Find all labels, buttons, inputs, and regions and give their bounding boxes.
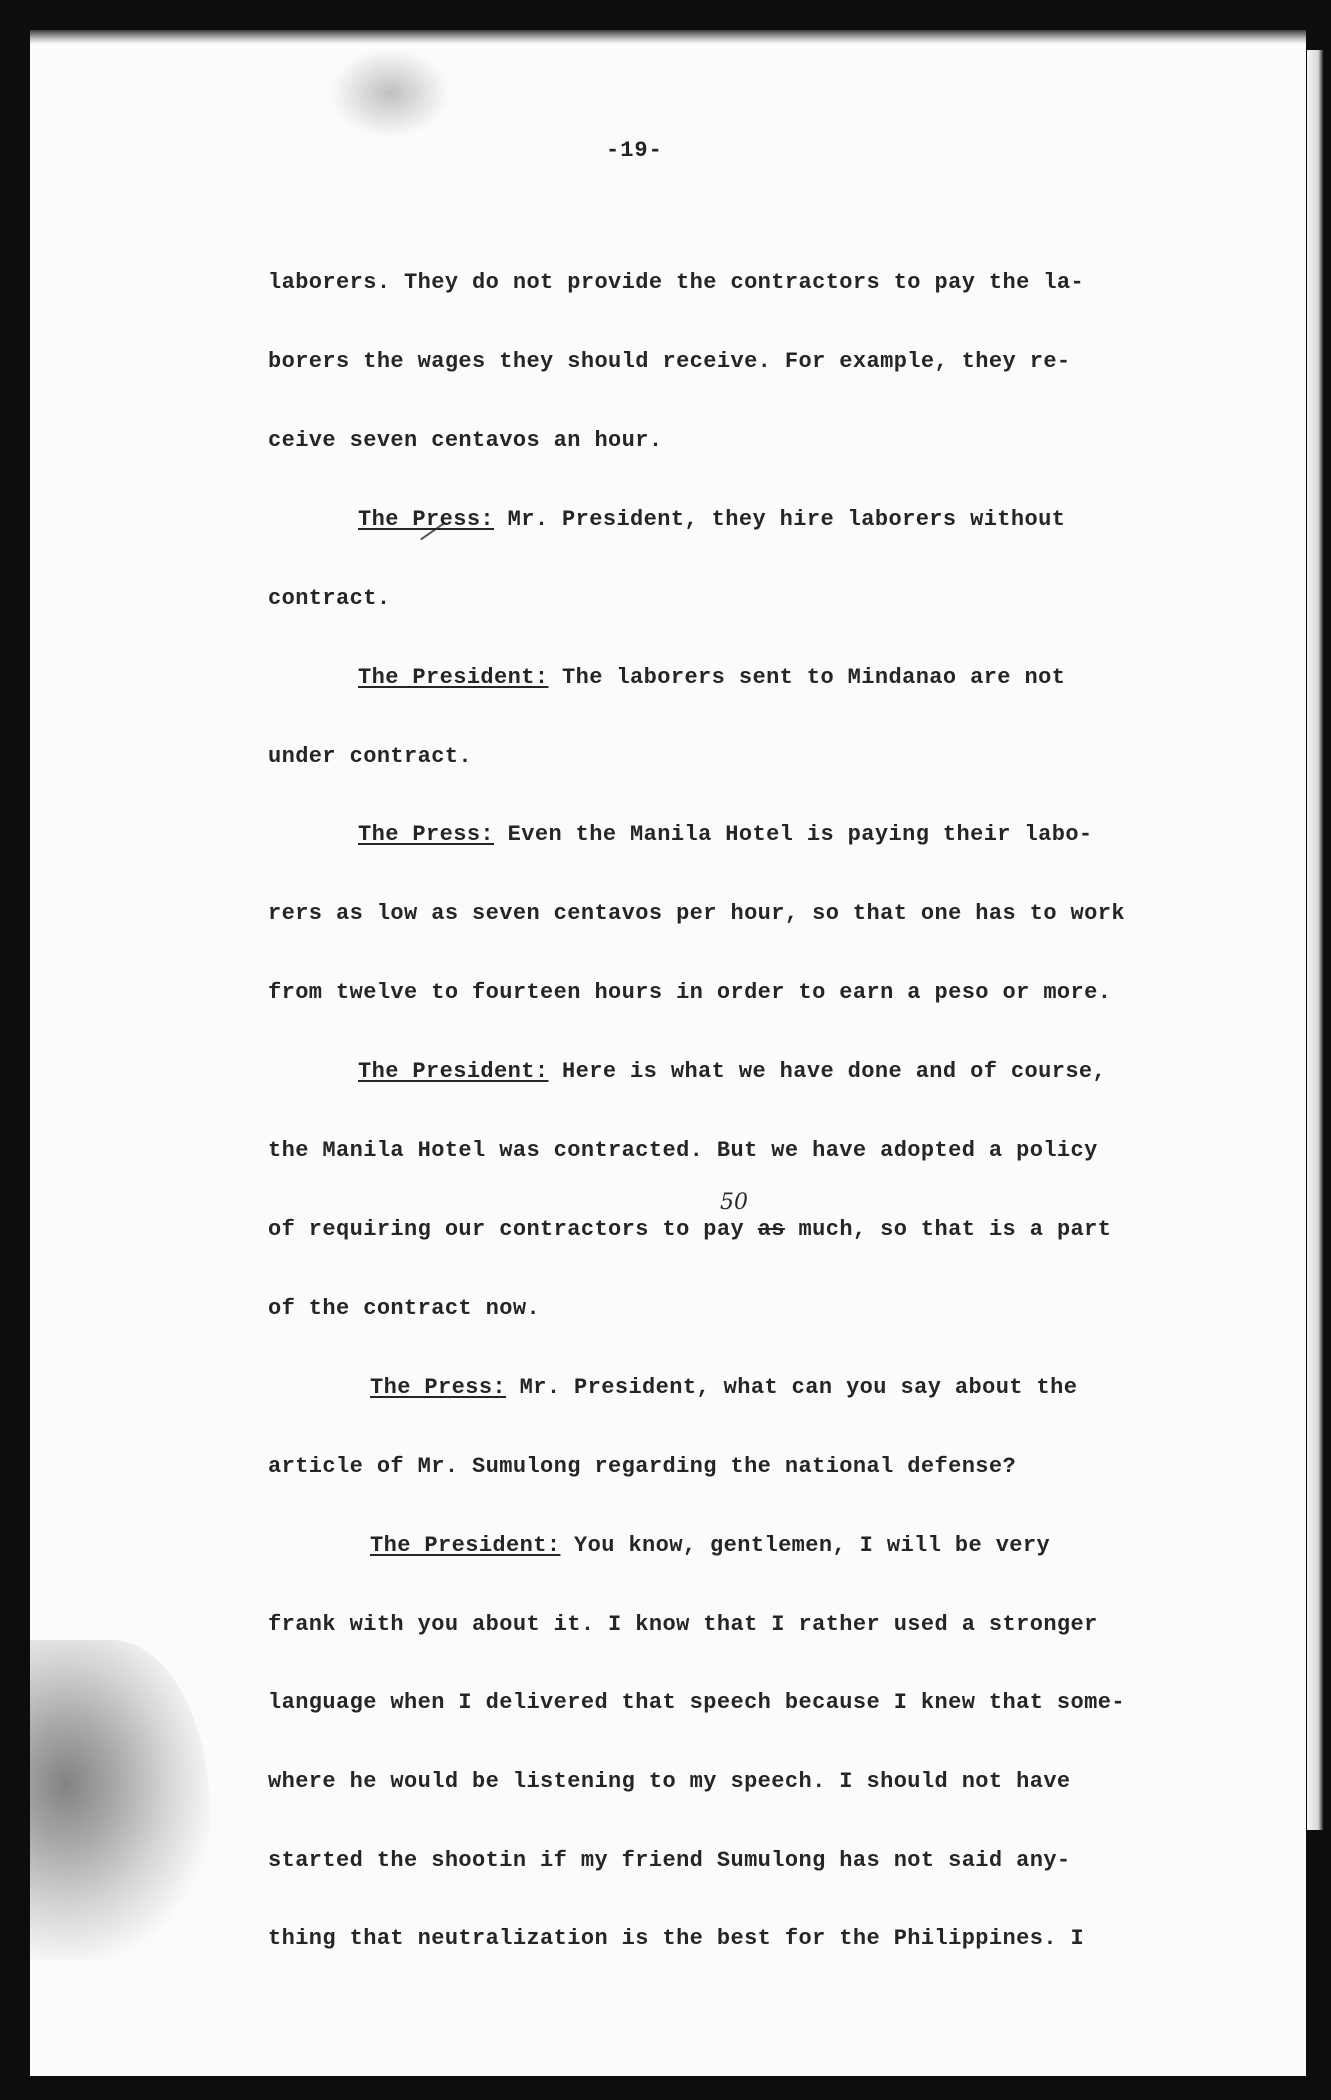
text-line: frank with you about it. I know that I rather used a stronger xyxy=(268,1612,1098,1637)
smudge-mark xyxy=(330,48,450,138)
dialogue-line xyxy=(370,1377,1077,1399)
speaker-label: The Press: xyxy=(370,1375,507,1400)
speaker-label: The President: xyxy=(358,665,549,690)
text-line: ceive seven centavos an hour. xyxy=(268,428,663,453)
dialogue-line xyxy=(370,1535,1050,1557)
handwritten-correction: 50 xyxy=(720,1190,748,1215)
text-line: article of Mr. Sumulong regarding the national defense? xyxy=(268,1454,1017,1479)
text-line: laborers. They do not provide the contractors to pay the la- xyxy=(268,270,1085,295)
struck-word: as xyxy=(757,1217,785,1242)
speaker-label: The President: xyxy=(358,1059,549,1084)
dialogue-line xyxy=(358,1061,1106,1083)
speech-text: Here is what we have done and of course, xyxy=(548,1059,1107,1084)
dialogue-line xyxy=(358,667,1065,689)
paper-top-edge xyxy=(30,30,1306,44)
line-text: of requiring our contractors to pay xyxy=(268,1217,745,1242)
dialogue-line xyxy=(358,509,1065,531)
text-line: language when I delivered that speech because I knew that some- xyxy=(268,1690,1125,1715)
text-line: thing that neutralization is the best for the Philippines. I xyxy=(268,1926,1085,1951)
speech-text: Mr. President, they hire laborers without xyxy=(494,507,1066,532)
page-number: -19- xyxy=(606,138,663,163)
text-line: contract. xyxy=(268,586,391,611)
line-text-continued: much, so that is a part xyxy=(784,1217,1112,1242)
text-line: started the shootin if my friend Sumulong has not said any- xyxy=(268,1848,1071,1873)
text-line: borers the wages they should receive. For example, they re- xyxy=(268,349,1071,374)
text-line: the Manila Hotel was contracted. But we have adopted a policy xyxy=(268,1138,1098,1163)
text-line: from twelve to fourteen hours in order to earn a peso or more. xyxy=(268,980,1112,1005)
text-line: under contract. xyxy=(268,744,473,769)
text-line: where he would be listening to my speech. I should not have xyxy=(268,1769,1071,1794)
speaker-label: The Press: xyxy=(358,822,495,847)
speech-text: The laborers sent to Mindanao are not xyxy=(548,665,1066,690)
speaker-label: The President: xyxy=(370,1533,561,1558)
speaker-label: The Press: xyxy=(358,507,495,532)
text-line: rers as low as seven centavos per hour, so that one has to work xyxy=(268,901,1125,926)
speech-text: Mr. President, what can you say about the xyxy=(506,1375,1078,1400)
underlying-sheet-edge xyxy=(1307,50,1323,1830)
dialogue-line xyxy=(358,824,1093,846)
text-line xyxy=(268,1219,1111,1241)
speech-text: Even the Manila Hotel is paying their labo- xyxy=(494,822,1093,847)
text-line: of the contract now. xyxy=(268,1296,541,1321)
speech-text: You know, gentlemen, I will be very xyxy=(560,1533,1051,1558)
